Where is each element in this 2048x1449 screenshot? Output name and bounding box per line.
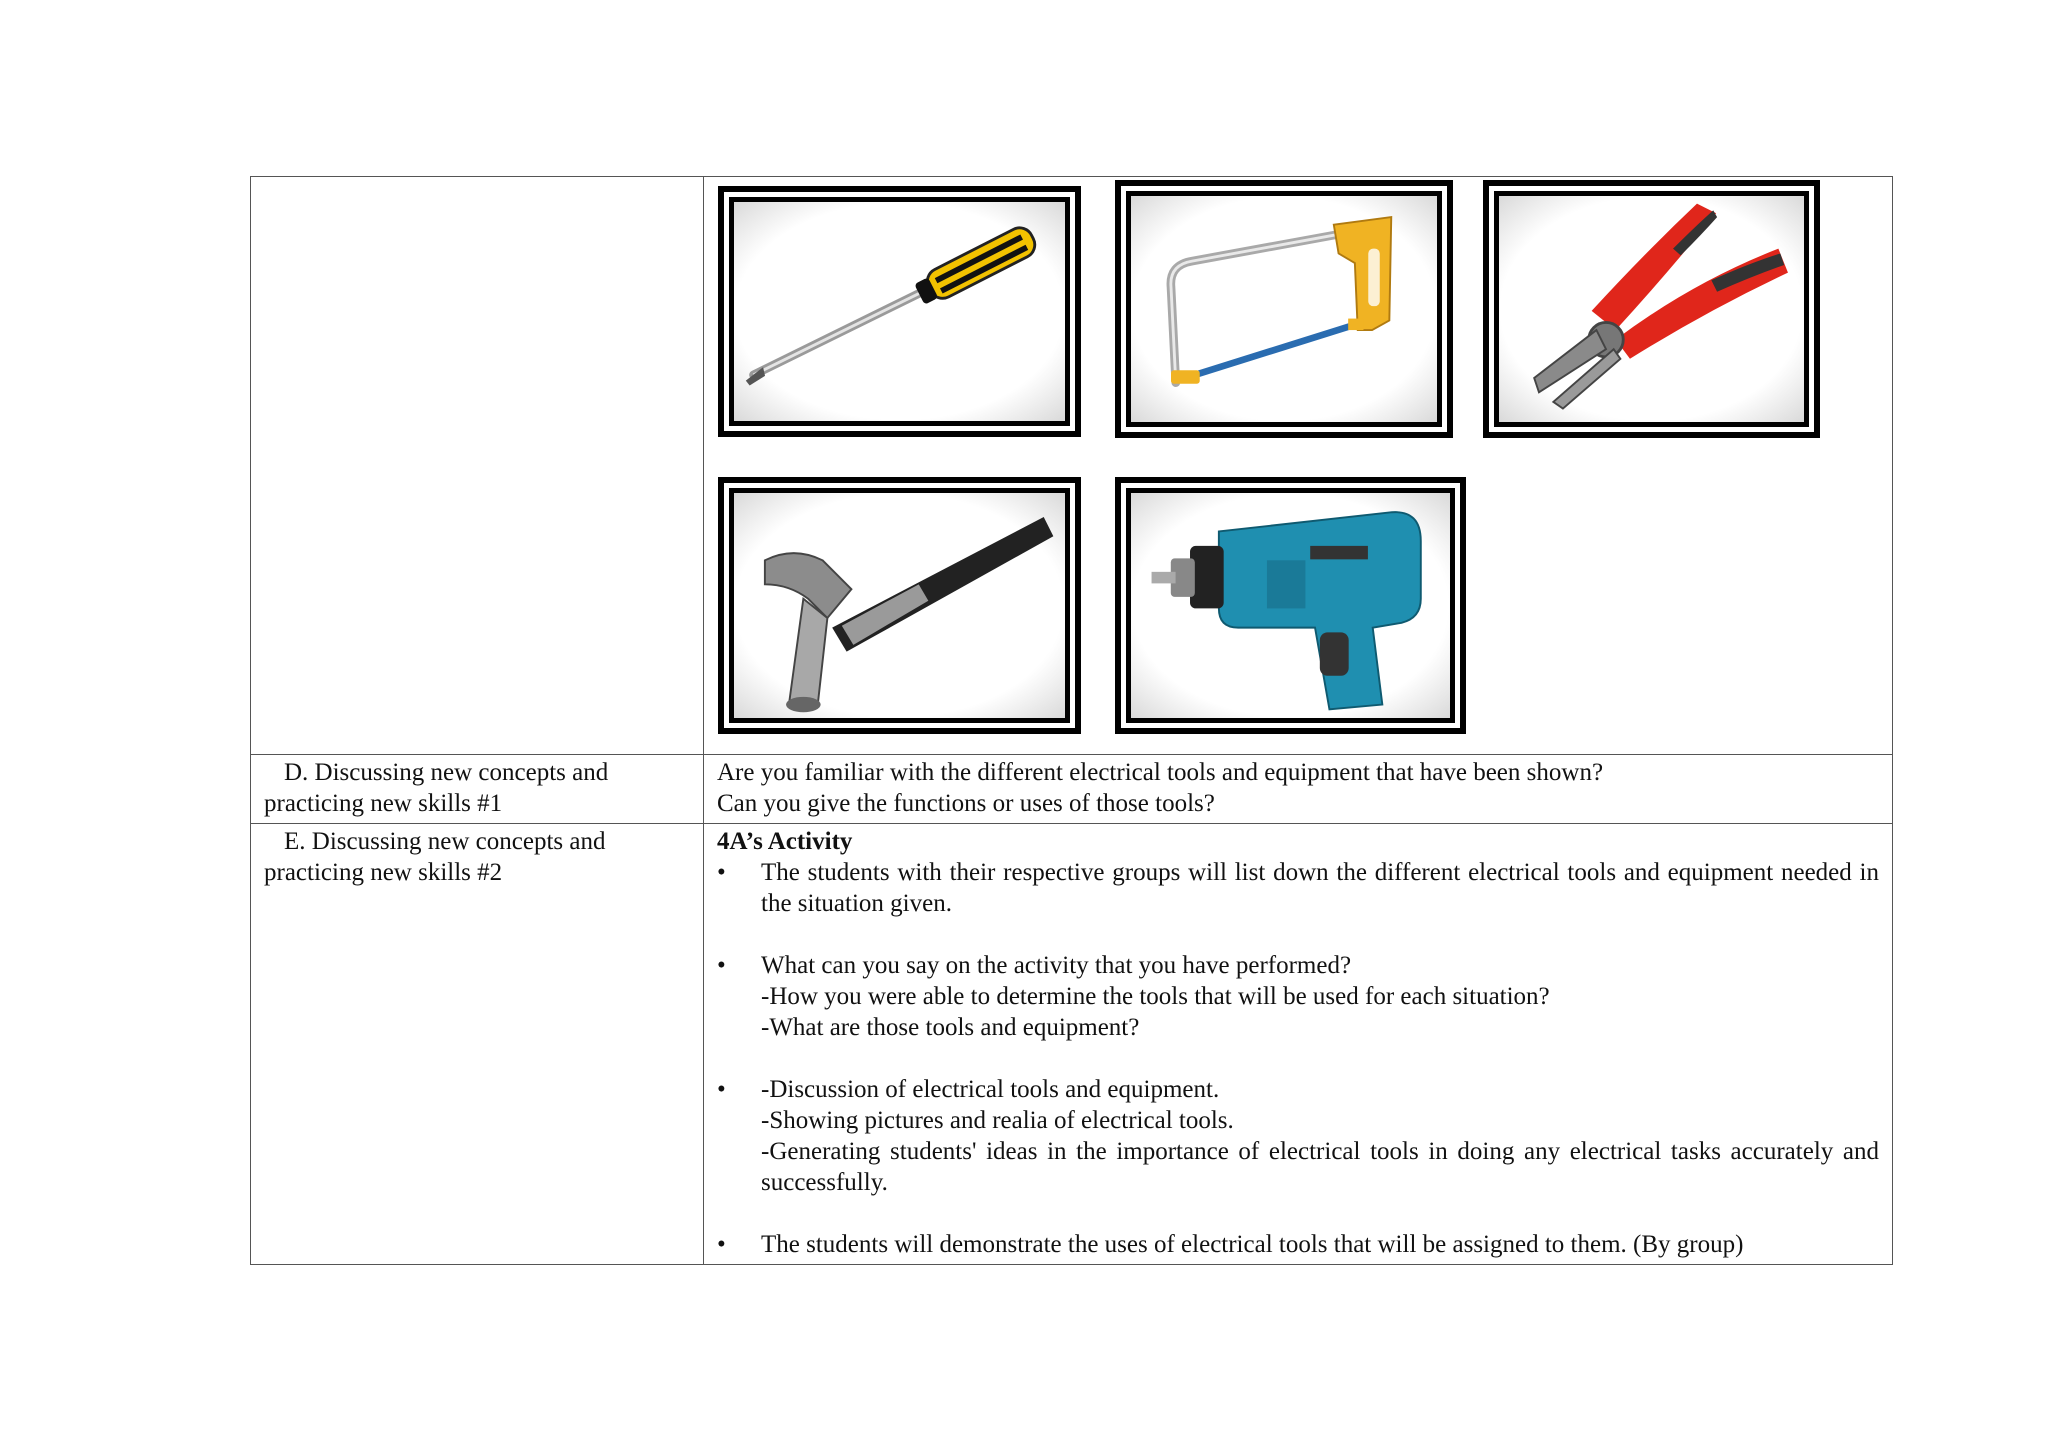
row-d-question-2: Can you give the functions or uses of those tools?	[717, 790, 1215, 817]
images-row-empty-cell	[251, 177, 704, 755]
row-e-content	[704, 824, 1893, 1265]
bullet-1-line-1: • The students with their respective groups will list down the different electrical tools and equipment needed in the situation given.	[761, 859, 1879, 917]
list-item	[717, 857, 1879, 919]
row-d	[251, 755, 1893, 824]
row-d-label	[251, 755, 704, 824]
bullet-3-line-3: -Generating students' ideas in the importance of electrical tools in doing any electrical tasks accurately and successfully.	[761, 1138, 1879, 1196]
hammer-icon	[734, 493, 1065, 718]
activity-heading: 4A’s Activity	[717, 828, 853, 855]
tool-pictures	[704, 177, 1892, 754]
row-e	[251, 824, 1893, 1265]
activity-bullet-list	[717, 857, 1879, 1260]
pliers-picture	[1483, 180, 1820, 438]
row-d-label-lead: D. Discussing new concepts and	[284, 759, 609, 786]
hacksaw-icon	[1131, 196, 1437, 422]
bullet-3-line-1: • -Discussion of electrical tools and equipment.	[761, 1076, 1220, 1103]
row-e-label-rest: practicing new skills #2	[264, 859, 503, 886]
row-e-label	[251, 824, 704, 1265]
bullet-3-line-2: -Showing pictures and realia of electrical tools.	[761, 1107, 1234, 1134]
row-d-content	[704, 755, 1893, 824]
row-e-label-lead: E. Discussing new concepts and	[284, 828, 606, 855]
row-d-label-rest: practicing new skills #1	[264, 790, 503, 817]
screwdriver-icon	[734, 202, 1065, 421]
hammer-picture	[718, 477, 1081, 734]
bullet-4-line-1: • The students will demonstrate the uses of electrical tools that will be assigned to them. (By group)	[761, 1231, 1744, 1258]
list-item	[717, 1229, 1879, 1260]
drill-picture	[1115, 477, 1466, 734]
hacksaw-picture	[1115, 180, 1453, 438]
bullet-2-line-2: -How you were able to determine the tools that will be used for each situation?	[761, 983, 1550, 1010]
images-cell	[704, 177, 1893, 755]
bullet-2-line-3: -What are those tools and equipment?	[761, 1014, 1140, 1041]
images-row	[251, 177, 1893, 755]
row-d-question-1: Are you familiar with the different electrical tools and equipment that have been shown?	[717, 759, 1604, 786]
list-item	[717, 950, 1879, 1043]
bullet-2-line-1: • What can you say on the activity that you have performed?	[761, 952, 1352, 979]
list-item	[717, 1074, 1879, 1198]
lesson-plan-table	[250, 176, 1893, 1265]
drill-icon	[1131, 493, 1450, 718]
screwdriver-picture	[718, 186, 1081, 437]
pliers-icon	[1499, 196, 1804, 422]
